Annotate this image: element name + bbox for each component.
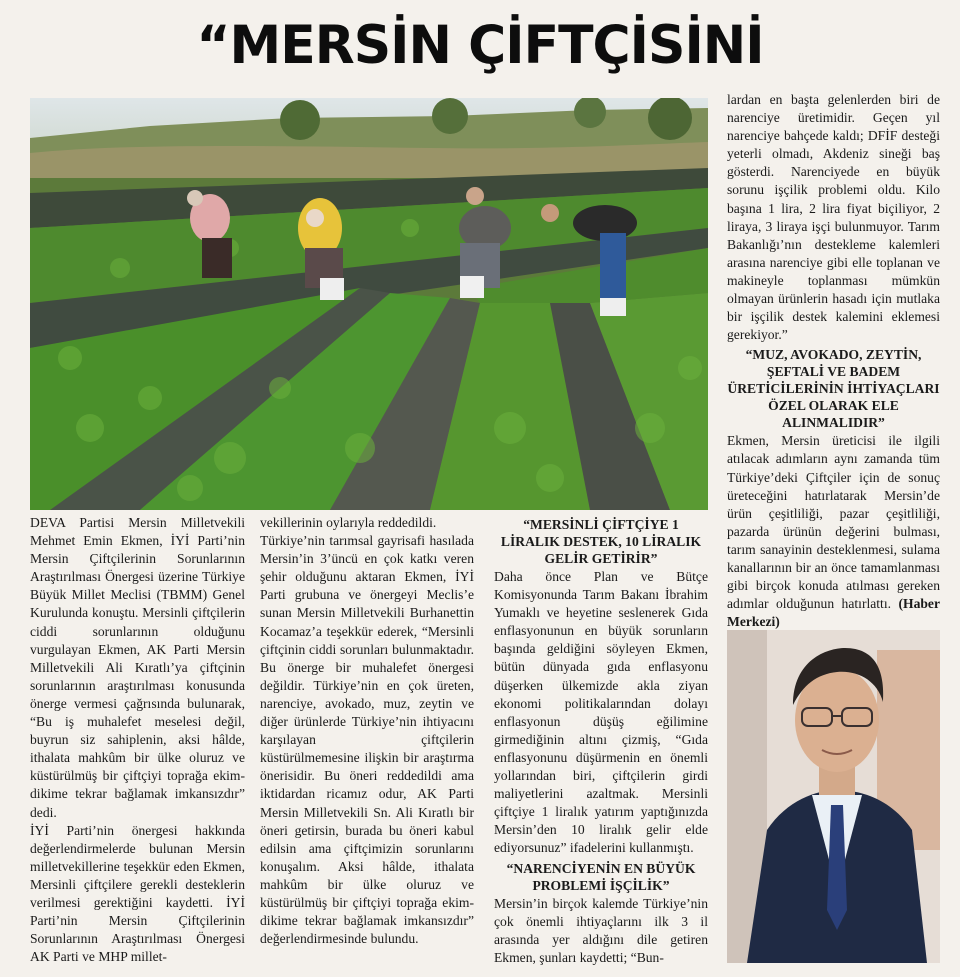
portrait-photo — [727, 630, 940, 963]
article-column-1 — [30, 514, 245, 966]
subheading: “MERSİNLİ ÇİFTÇİYE 1 LİRALIK DESTEK, 10 LİRALIK GELİR GETİRİR” — [500, 517, 702, 566]
headline: “MERSİN ÇİFTÇİSİNİ — [196, 15, 764, 76]
paragraph-text: Ekmen, Mersin üreticisi ile ilgili atılacak adımların aynı zamanda tüm Türkiye’deki Çiftçiler için de sonuç üreteceğini hatırlatarak Mersin’de ürün çeşitliliği, pazar çeşitliliği, pazarda ürünün değerini bulması, tarım sanayinin desteklenmesi, sulama kanallarının bir an önce tamamlanması gibi birçok konuda atılması gereken adımlar olduğunun hatırlattı. — [727, 433, 940, 612]
subheading: “NARENCİYENİN EN BÜYÜK PROBLEMİ İŞÇİLİK” — [506, 860, 696, 893]
news-credit: (Haber Merkezi) — [727, 596, 940, 630]
paragraph: vekillerinin oylarıyla reddedildi. — [260, 515, 437, 530]
farm-field-photo — [30, 98, 708, 510]
paragraph: lardan en başta gelenlerden biri de narenciye üretimidir. Geçen yıl narenciye bahçede kaldı; DFİF desteği yeterli olmadı, Akdeniz sineği baş gösterdi. Narenciyede en büyük sorunu işçilik problemi oldu. Kilo başına 1 lira, 2 lira fiyat biçiliyor, 2 liraya, 3 liraya işçi bulunmuyor. Tarım Bakanlığı’nın destekleme kalemleri arasına narenciye gibi elle toplanan ve makineyle toplanması mümkün olmayan ürünlerin hasadı için mutlaka bir işçilik destek kalemini eklemesi gerekiyor.” — [727, 92, 940, 343]
paragraph: Mersin’in birçok kalemde Türkiye’nin çok önemli ihtiyaçlarını ilk 3 il arasında yer aldığını dile getiren Ekmen, şunları kaydetti; “Bun- — [494, 895, 708, 965]
article-column-3 — [494, 514, 708, 967]
paragraph: İYİ Parti’nin önergesi hakkında değerlendirmelerde bulunan Mersin milletvekillerine teşekkür eden Ekmen, Mersinli çiftçilere gerekli desteklerin verilmesi gerektiğini kaydetti. İYİ Parti’nin Mersin Çiftçilerinin Sorunlarının Araştırılması Önergesi AK Parti ve MHP millet- — [30, 822, 245, 965]
article-column-2 — [260, 514, 474, 948]
subheading: “MUZ, AVOKADO, ZEYTİN, ŞEFTALİ VE BADEM ÜRETİCİLERİNİN İHTİYAÇLARI ÖZEL OLARAK ELE ALINMALIDIR” — [727, 347, 940, 431]
paragraph — [727, 432, 940, 631]
paragraph: Daha önce Plan ve Bütçe Komisyonunda Tarım Bakanı İbrahim Yumaklı ve heyetine seslenerek Gıda enflasyonunun en büyük sorunların başında geldiğini söyleyen Ekmen, bütün dünyada gıda enflasyonu düşerken ülkemizde akla ziyan ekonomi politikalarından dolayı enflasyonun düşüş eğilimine girmediğinin altını çizmiş, “Gıda enflasyonunu düşürmenin en önemli yollarından biri, çiftçilerin girdi maliyetlerini azaltmak. Mersinli çiftçiye 1 liralık yatırım yaptığınızda Mersin’den 10 liralık gelir elde ediyorsunuz” ifadelerini kullanmıştı. — [494, 569, 708, 856]
article-column-4 — [727, 91, 940, 631]
paragraph: DEVA Partisi Mersin Milletvekili Mehmet Emin Ekmen, İYİ Parti’nin Mersin Çiftçilerinin Sorunlarının Araştırılması Önergesi üzerine Türkiye Büyük Millet Meclisi (TBMM) Genel Kurulunda konuştu. Mersinli çiftçilerin ciddi sorunlarının olduğunu vurgulayan Ekmen, AK Parti Mersin Milletvekili Ali Kıratlı’ya çiftçinin sorunlarının araştırılması konusunda önerge vermesi çağrısında bulunarak, “Bu iş muhalefet meselesi değil, buyrun siz sahiplenin, aksi hâlde, ithalata mahkûm bir ülke oluruz ve küstürülmüş bir çiftçiyi toprağa ekim-dikime tekrar bağlamak imkansızdır” dedi. — [30, 515, 245, 820]
paragraph: Türkiye’nin tarımsal gayrisafi hasılada Mersin’in 3’üncü en çok katkı veren şehir olduğunu aktaran Ekmen, İYİ Parti grubuna ve önergeyi Meclis’e sunan Mersin Milletvekili Burhanettin Kocamaz’a teşekkür ederek, “Mersinli çiftçinin ciddi sorunları bulunmaktadır. Bu önerge bir muhalefet önergesi değildir. Türkiye’nin en çok üreten, narenciye, avokado, muz, zeytin ve diğer ürünlerde Türkiye’nin ihtiyacını karşılayan çiftçilerin küstürülmemesine ilişkin bir araştırma önerisidir. Bu öneri reddedildi ama iktidardan ricamız odur, AK Parti Mersin Milletvekili Sn. Ali Kıratlı bir öneri getirsin, burada bu öneri kabul edilsin ama çiftçimizin sorunlarını konuşalım. Aksi hâlde, ithalata mahkûm bir ülke oluruz ve küstürülmüş bir çiftçiyi toprağa ekim-dikime tekrar bağlamak imkansızdır” değerlendirmesinde bulundu. — [260, 533, 474, 947]
